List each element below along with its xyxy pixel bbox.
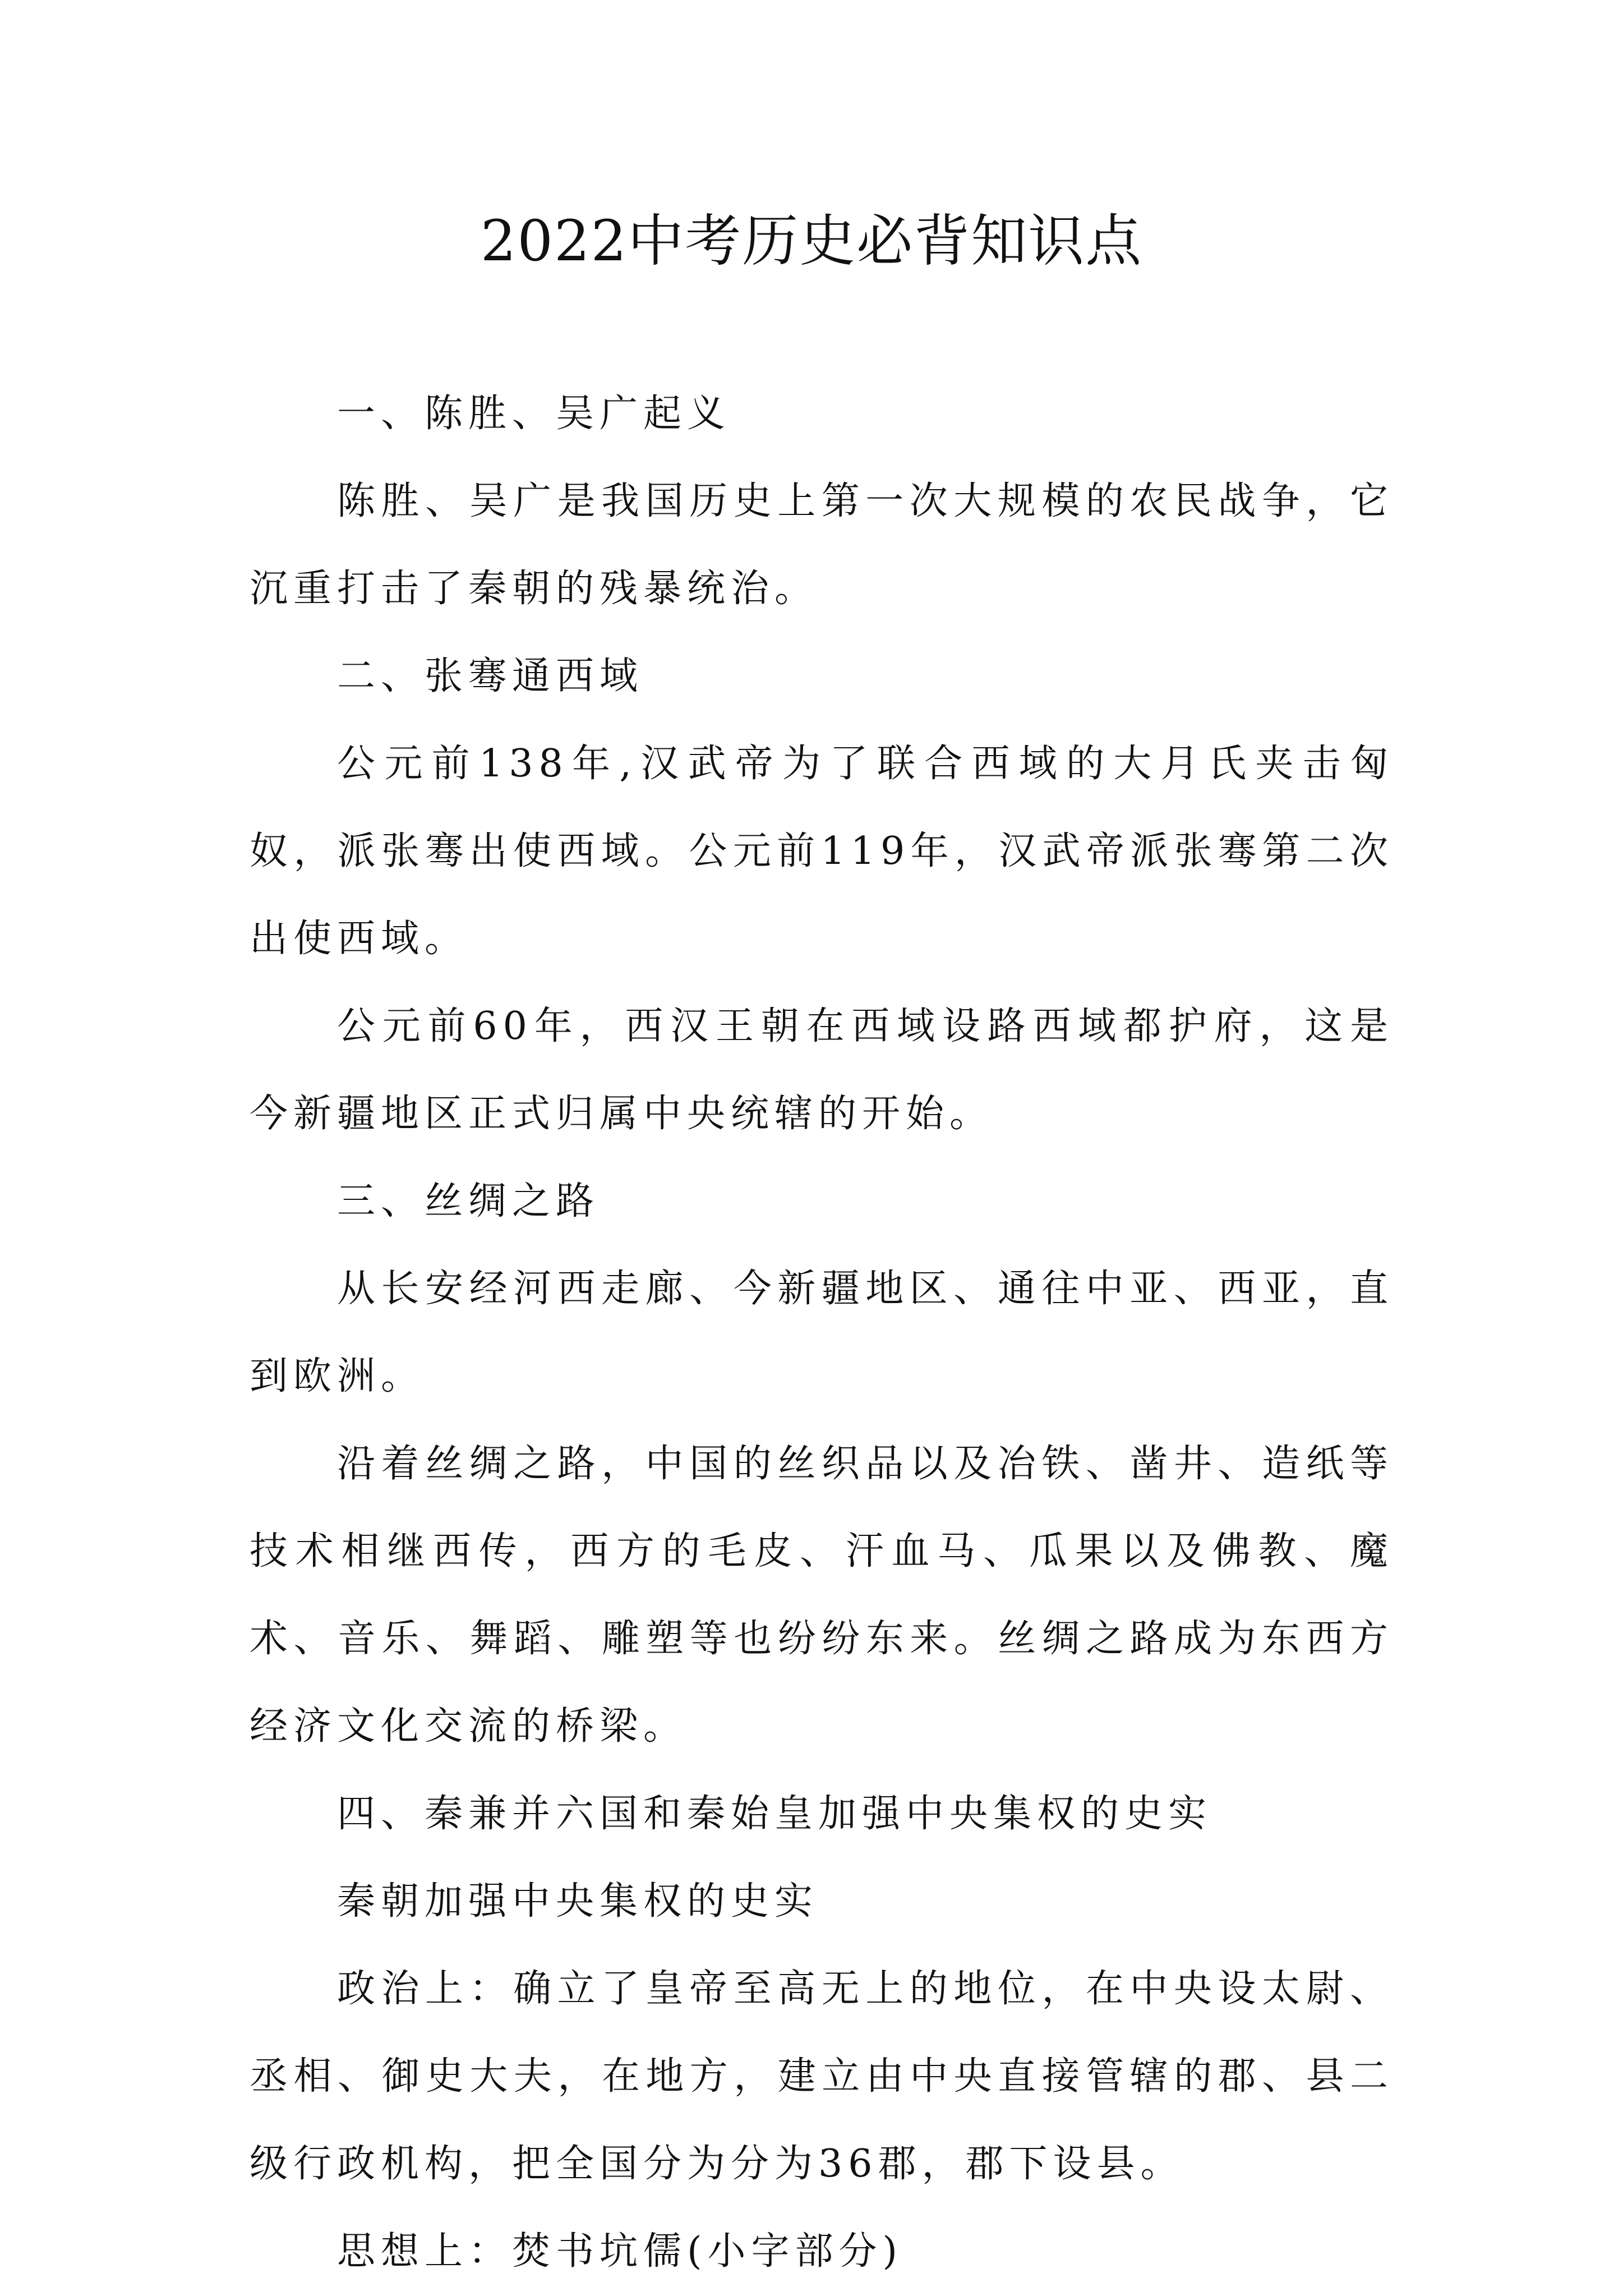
paragraph: 沿着丝绸之路，中国的丝织品以及冶铁、凿井、造纸等技术相继西传，西方的毛皮、汗血马、瓜果以及佛教、魔术、音乐、舞蹈、雕塑等也纷纷东来。丝绸之路成为东西方经济文化交流的桥梁。 [250,1442,1394,1749]
section-heading-3: 三、丝绸之路 [337,1179,600,1223]
paragraph: 陈胜、吴广是我国历史上第一次大规模的农民战争，它沉重打击了秦朝的残暴统治。 [250,479,1394,611]
section-heading-4: 四、秦兼并六国和秦始皇加强中央集权的史实 [337,1792,1212,1836]
paragraph: 公元前60年，西汉王朝在西域设路西域都护府，这是今新疆地区正式归属中央统辖的开始。 [250,1004,1394,1136]
paragraph: 公元前138年,汉武帝为了联合西域的大月氏夹击匈奴，派张骞出使西域。公元前119年，汉武帝派张骞第二次出使西域。 [250,742,1394,961]
document-body [250,370,1394,2295]
paragraph: 政治上：确立了皇帝至高无上的地位，在中央设太尉、丞相、御史大夫，在地方，建立由中央直接管辖的郡、县二级行政机构，把全国分为分为36郡，郡下设县。 [250,1967,1394,2186]
paragraph: 思想上：焚书坑儒(小字部分) [337,2229,903,2274]
section-heading-1: 一、陈胜、吴广起义 [337,392,731,436]
section-heading-2: 二、张骞通西域 [337,654,644,698]
paragraph: 秦朝加强中央集权的史实 [337,1879,819,1924]
paragraph: 从长安经河西走廊、今新疆地区、通往中亚、西亚，直到欧洲。 [250,1267,1394,1398]
document-title: 2022中考历史必背知识点 [480,208,1143,274]
